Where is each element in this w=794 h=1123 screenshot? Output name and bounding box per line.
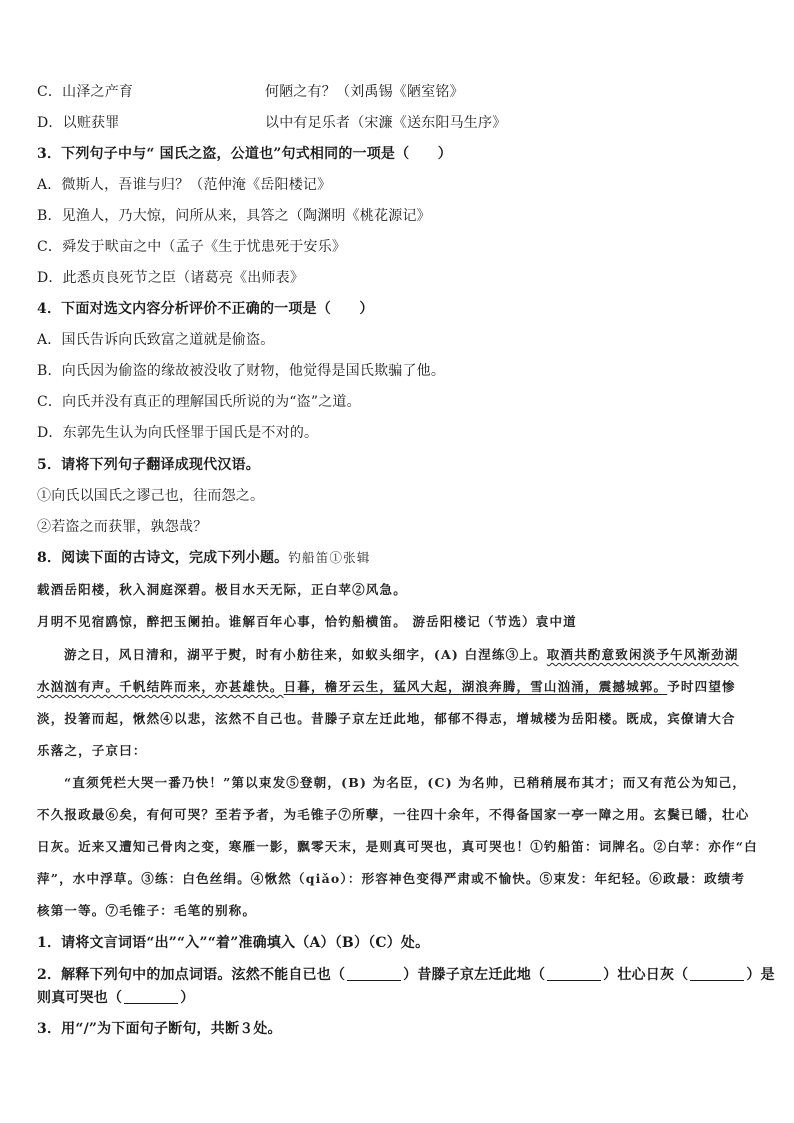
q3-option-a: A．微斯人，吾谁与归？（范仲淹《岳阳楼记》 [37, 177, 332, 193]
prose-text: 游之日，风日清和，湖平于熨，时有小舫往来，如蚁头细字，(A) 白涅练③上。 [64, 647, 547, 662]
q2-option-d [37, 113, 507, 133]
option-prefix: D． [37, 115, 63, 131]
poem-line-2 [37, 612, 577, 632]
q3-option-b: B．见渔人，乃大惊，问所从来，具答之（陶渊明《桃花源记》 [37, 208, 431, 224]
sub-question-2 [37, 965, 775, 985]
prose-p2-line-4: 萍”，水中浮草。③练：白色丝绢。④愀然（qiǎo）：形容神色变得严肃或不愉快。⑤束发：年纪轻。⑥政最：政绩考 [37, 871, 746, 886]
answer-blank-4[interactable] [124, 989, 178, 1004]
option-right: 何陋之有？（刘禹锡《陋室铭》 [265, 84, 464, 100]
poem-line-1: 载酒岳阳楼，秋入洞庭深碧。极目水天无际，正白苹②风急。 [37, 582, 407, 597]
q4-option-a: A．国氏告诉向氏致富之道就是偷盗。 [37, 332, 275, 348]
q-text: 2．解释下列句中的加点词语。泫然不能自已也（ [37, 967, 346, 983]
q3-stem: 3．下列句子中与“ 国氏之盗，公道也”句式相同的一项是（ ） [37, 146, 452, 162]
prose-p2-line-5: 核第一等。⑦毛锥子：毛笔的别称。 [37, 903, 257, 918]
sub-question-1: 1．请将文言词语“出”“入”“着”准确填入（A）（B）（C）处。 [37, 935, 430, 951]
q-text: ） [180, 990, 195, 1006]
q8-instruction: 8．阅读下面的古诗文，完成下列小题。 [37, 550, 289, 566]
wavy-underlined-text: 取酒共酌意致闲淡予午风渐劲湖 [546, 647, 739, 662]
prose-p1-line-2 [37, 677, 736, 697]
option-prefix: C． [37, 84, 63, 100]
option-right: 以中有足乐者（宋濂《送东阳马生序》 [265, 115, 507, 131]
q5-stem: 5．请将下列句子翻译成现代汉语。 [37, 457, 260, 473]
sub-question-2-cont [37, 988, 194, 1008]
sub-question-3: 3．用“/”为下面句子断句，共断３处。 [37, 1021, 282, 1037]
q8-stem [37, 548, 371, 568]
wavy-underlined-text: 水汹汹有声。千帆结阵而来，亦甚雄快。 [37, 679, 284, 694]
answer-blank-2[interactable] [547, 966, 601, 981]
q3-option-d: D．此悉贞良死节之臣（诸葛亮《出师表》 [37, 270, 305, 286]
q-text: ）是 [746, 967, 775, 983]
underlined-sentence: 日暮，檐牙云生，猛风大起，湖浪奔腾，雪山汹涌，震撼城郭。 [283, 679, 668, 694]
q2-option-c [37, 82, 464, 102]
q-text: ）壮心日灰（ [603, 967, 689, 983]
prose-p1-line-1 [64, 645, 739, 665]
prose-text: 予时四望惨 [667, 679, 736, 694]
poem-line-2-text: 月明不见宿鸥惊，醉把玉阑拍。谁解百年心事，恰钓船横笛。 [37, 614, 407, 629]
q5-sentence-1: ①向氏以国氏之谬己也，往而怨之。 [37, 488, 265, 504]
prose-p2-line-3: 日灰。近来又遭知己骨肉之变，寒雁一影，飘零天末，是则真可哭也，真可哭也！①钓船笛：词牌名。②白苹：亦作“白 [37, 839, 758, 854]
q4-option-c: C．向氏并没有真正的理解国氏所说的为“盗”之道。 [37, 394, 361, 410]
option-left: 以赃获罪 [62, 115, 120, 131]
prose-p2-line-2: 不久报政最⑥矣，有何可哭？至若予者，为毛锥子⑦所孽，一往四十余年，不得备国家一亭一障之用。玄鬓已皤，壮心 [37, 807, 750, 822]
q4-stem: 4．下面对选文内容分析评价不正确的一项是（ ） [37, 301, 374, 317]
prose-p1-line-3: 淡，投箸而起，愀然④以悲，泫然不自己也。昔滕子京左迁此地，郁郁不得志，增城楼为岳阳楼。既成，宾僚请大合 [37, 711, 736, 726]
answer-blank-3[interactable] [690, 966, 744, 981]
prose-p2-line-1: “直须凭栏大哭一番乃快！”第以束发⑤登朝，(B) 为名臣，(C) 为名帅，已稍稍展布其才；而又有范公为知己， [64, 775, 747, 790]
q4-option-d: D．东郭先生认为向氏怪罪于国氏是不对的。 [37, 425, 319, 441]
prose-p1-line-4: 乐落之，子京曰： [37, 743, 147, 758]
poem-title: 钓船笛①张辑 [288, 550, 371, 565]
q5-sentence-2: ②若盗之而获罪，孰怨哉？ [37, 519, 208, 535]
q4-option-b: B．向氏因为偷盗的缘故被没收了财物，他觉得是国氏欺骗了他。 [37, 363, 446, 379]
option-left: 山泽之产育 [62, 84, 134, 100]
prose-title: 游岳阳楼记（节选）袁中道 [412, 614, 577, 629]
q-text: ）昔滕子京左迁此地（ [403, 967, 546, 983]
q-text: 则真可哭也（ [37, 990, 123, 1006]
answer-blank-1[interactable] [347, 966, 401, 981]
q3-option-c: C．舜发于畎亩之中（孟子《生于忧患死于安乐》 [37, 239, 347, 255]
